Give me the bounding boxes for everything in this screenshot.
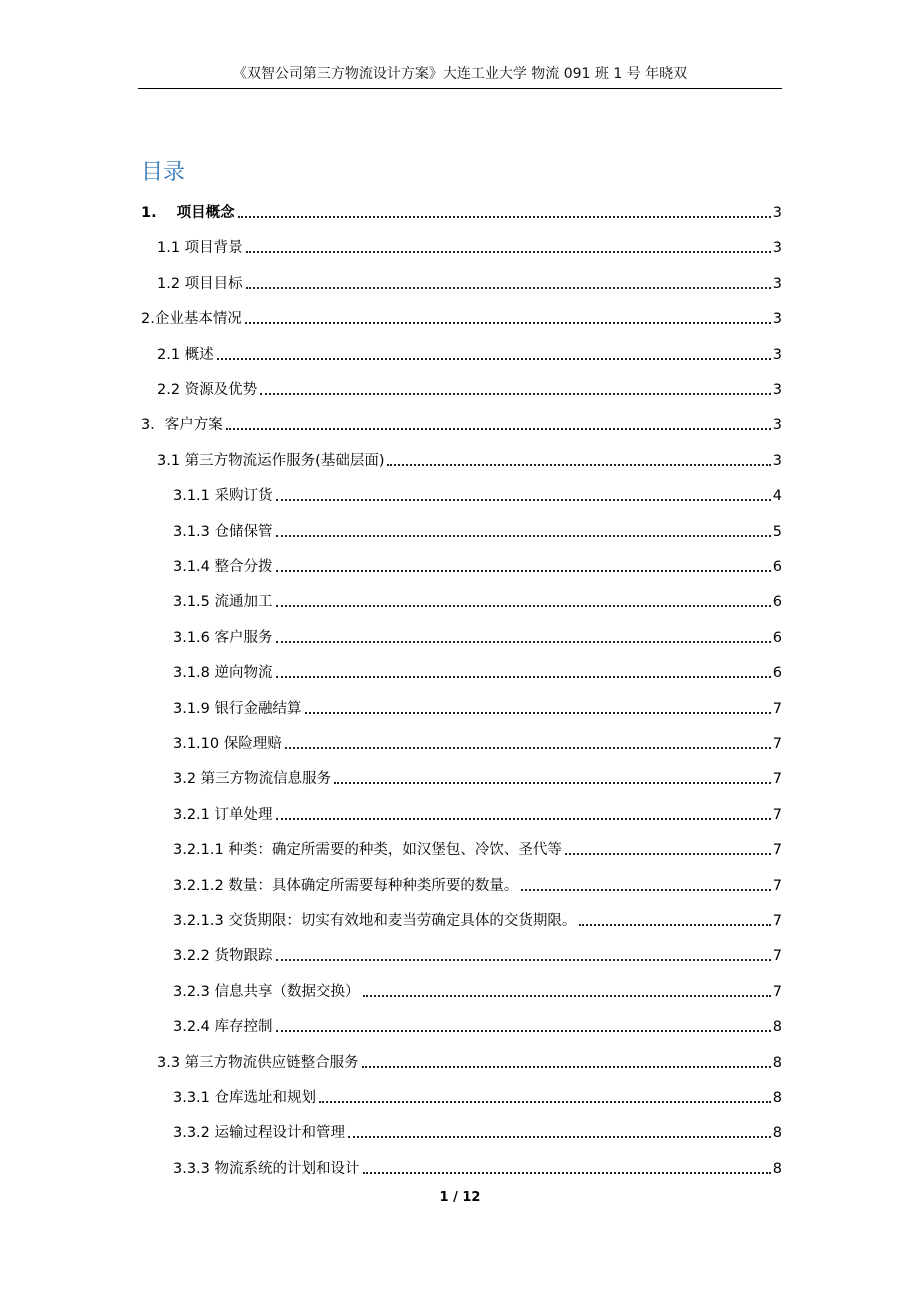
toc-leader-dots	[319, 1101, 771, 1103]
toc-entry-page: 4	[772, 488, 782, 505]
toc-title: 目录	[141, 160, 186, 185]
toc-leader-dots	[226, 428, 771, 430]
toc-entry-label	[173, 629, 273, 647]
toc-leader-dots	[334, 782, 771, 784]
toc-entry[interactable]	[173, 979, 782, 1001]
toc-entry-text: 3.1.3 仓储保管	[173, 523, 273, 540]
toc-entry-page: 8	[772, 1090, 782, 1106]
toc-entry-text: 3.1 第三方物流运作服务(基础层面)	[157, 452, 385, 469]
toc-entry[interactable]	[141, 306, 782, 328]
toc-leader-dots	[387, 464, 770, 466]
toc-entry-page: 7	[772, 983, 782, 1000]
toc-leader-dots	[276, 641, 771, 643]
toc-leader-dots	[521, 889, 770, 891]
toc-entry-text: 3.2.3 信息共享（数据交换）	[173, 983, 360, 1000]
toc-leader-dots	[305, 712, 771, 714]
toc-entry-text: 3.3.3 物流系统的计划和设计	[173, 1160, 360, 1177]
toc-leader-dots	[238, 216, 771, 218]
toc-entry-label	[173, 664, 273, 682]
toc-entry-label	[157, 346, 214, 364]
toc-entry-label	[173, 593, 273, 611]
toc-entry-page: 5	[772, 523, 782, 540]
toc-entry-page: 3	[772, 205, 782, 221]
toc-leader-dots	[260, 393, 771, 395]
toc-leader-dots	[363, 995, 771, 997]
toc-entry-page: 7	[772, 700, 782, 717]
toc-leader-dots	[276, 676, 771, 678]
toc-entry[interactable]	[141, 200, 782, 222]
toc-entry[interactable]	[173, 483, 782, 505]
toc-entry-label	[173, 1124, 345, 1142]
toc-leader-dots	[276, 959, 771, 961]
toc-entry-text: 3.2.1.2 数量：具体确定所需要每种种类所要的数量。	[173, 877, 519, 894]
toc-leader-dots	[285, 747, 771, 749]
toc-entry-text: 3.1.5 流通加工	[173, 594, 273, 611]
toc-entry[interactable]	[141, 412, 782, 434]
toc-entry-text: 3.2.4 库存控制	[173, 1019, 273, 1036]
toc-entry-text: 3．客户方案	[141, 417, 223, 434]
toc-entry-page: 3	[772, 346, 782, 363]
toc-entry-page: 8	[772, 1019, 782, 1036]
toc-leader-dots	[276, 605, 771, 607]
toc-entry-text: 2.企业基本情况	[141, 311, 242, 328]
toc-leader-dots	[217, 358, 771, 360]
page-header: 《双智公司第三方物流设计方案》大连工业大学 物流 091 班 1 号 年晓双	[138, 64, 782, 89]
toc-entry-label	[141, 310, 242, 328]
toc-entry[interactable]	[173, 731, 782, 753]
toc-entry-label	[173, 841, 562, 859]
toc-entry[interactable]	[173, 908, 782, 930]
toc-entry[interactable]	[173, 1156, 782, 1178]
toc-entry-page: 8	[772, 1125, 782, 1142]
toc-entry-label	[157, 452, 384, 470]
toc-entry-text: 3.2.1 订单处理	[173, 806, 273, 823]
toc-entry[interactable]	[157, 271, 782, 293]
toc-entry-page: 7	[772, 771, 782, 788]
toc-entry-text: 3.3.2 运输过程设计和管理	[173, 1125, 346, 1142]
toc-entry-text: 3.1.10 保险理赔	[173, 736, 282, 752]
toc-entry-page: 8	[772, 1160, 782, 1177]
toc-entry-text: 3.2 第三方物流信息服务	[173, 771, 332, 788]
toc-entry-number: 1.	[141, 205, 157, 221]
toc-entry-page: 6	[772, 665, 782, 682]
toc-entry-label	[141, 416, 223, 434]
toc-entry-text: 项目概念	[176, 205, 235, 221]
toc-entry[interactable]	[173, 1085, 782, 1107]
toc-entry-label	[173, 735, 282, 753]
toc-leader-dots	[348, 1136, 771, 1138]
toc-entry-page: 3	[772, 240, 782, 257]
toc-entry-text: 3.3.1 仓库选址和规划	[173, 1090, 317, 1106]
toc-leader-dots	[363, 1172, 771, 1174]
toc-entry-page: 7	[772, 736, 782, 752]
toc-entry-label	[173, 983, 360, 1001]
toc-entry-page: 3	[772, 382, 782, 398]
toc-entry[interactable]	[173, 837, 782, 859]
toc-entry-label	[157, 1054, 359, 1072]
toc-entry-page: 7	[772, 877, 782, 894]
toc-entry-page: 6	[772, 629, 782, 646]
toc-entry-label	[141, 204, 235, 222]
toc-entry[interactable]	[157, 235, 782, 257]
toc-entry-page: 7	[772, 842, 782, 859]
toc-leader-dots	[276, 818, 771, 820]
toc-entry-text: 1.2 项目目标	[157, 275, 243, 292]
toc-entry[interactable]	[157, 1050, 782, 1072]
toc-leader-dots	[276, 570, 771, 572]
toc-entry[interactable]	[173, 943, 782, 965]
toc-entry[interactable]	[173, 696, 782, 718]
toc-entry[interactable]	[157, 448, 782, 470]
toc-entry-label	[157, 275, 243, 293]
toc-entry[interactable]	[173, 1014, 782, 1036]
toc-entry[interactable]	[173, 660, 782, 682]
toc-leader-dots	[565, 853, 771, 855]
toc-entry-text: 3.1.9 银行金融结算	[173, 700, 302, 717]
toc-entry[interactable]	[173, 1120, 782, 1142]
toc-entry-page: 6	[772, 559, 782, 575]
toc-entry-label	[173, 487, 273, 505]
toc-entry[interactable]	[157, 342, 782, 364]
toc-entry-page: 6	[772, 594, 782, 611]
toc-entry-text: 3.3 第三方物流供应链整合服务	[157, 1054, 359, 1071]
toc-entry-page: 8	[772, 1054, 782, 1071]
toc-entry-text: 2.2 资源及优势	[157, 382, 258, 398]
toc-entry-label	[173, 947, 273, 965]
toc-entry[interactable]	[173, 589, 782, 611]
toc-leader-dots	[246, 287, 771, 289]
toc-entry[interactable]	[157, 377, 782, 399]
toc-entry-label	[173, 912, 576, 930]
toc-entry-page: 3	[772, 275, 782, 292]
toc-entry-label	[173, 770, 331, 788]
toc-entry-text: 3.2.2 货物跟踪	[173, 948, 273, 965]
toc-entry[interactable]	[173, 766, 782, 788]
toc-entry-text: 3.1.6 客户服务	[173, 629, 273, 646]
toc-entry-label	[173, 558, 273, 576]
toc-entry[interactable]	[173, 554, 782, 576]
toc-entry-label	[173, 1089, 316, 1107]
toc-entry-page: 7	[772, 948, 782, 965]
toc-entry-text: 2.1 概述	[157, 346, 214, 363]
toc-entry-page: 3	[772, 452, 782, 469]
toc-entry[interactable]	[173, 625, 782, 647]
toc-entry-label	[173, 806, 273, 824]
toc-entry-text: 3.2.1.1 种类：确定所需要的种类，如汉堡包、冷饮、圣代等	[173, 842, 562, 859]
toc-entry-text: 3.1.1 采购订货	[173, 488, 273, 505]
toc-entry[interactable]	[173, 802, 782, 824]
page-number: 1 / 12	[439, 1190, 481, 1205]
toc-entry-page: 3	[772, 311, 782, 328]
toc-entry-label	[173, 523, 273, 541]
toc-entry-label	[173, 700, 302, 718]
toc-entry-text: 3.1.8 逆向物流	[173, 665, 273, 682]
toc-leader-dots	[246, 251, 771, 253]
toc-entry[interactable]	[173, 873, 782, 895]
toc-leader-dots	[362, 1066, 771, 1068]
toc-entry-text: 1.1 项目背景	[157, 240, 243, 257]
toc-entry-label	[157, 239, 243, 257]
toc-entry-label	[173, 1160, 360, 1178]
toc-leader-dots	[245, 322, 771, 324]
toc-leader-dots	[579, 924, 770, 926]
toc-entry-page: 7	[772, 806, 782, 823]
toc-entry-label	[173, 877, 518, 895]
toc-leader-dots	[276, 535, 771, 537]
toc-leader-dots	[276, 1030, 771, 1032]
toc-entry-page: 7	[772, 913, 782, 929]
toc-leader-dots	[276, 499, 771, 501]
toc-entry-label	[173, 1018, 273, 1036]
toc-entry[interactable]	[173, 519, 782, 541]
toc-entry-label	[157, 381, 257, 399]
toc-entry-text: 3.2.1.3 交货期限：切实有效地和麦当劳确定具体的交货期限。	[173, 913, 577, 929]
toc-entry-page: 3	[772, 417, 782, 434]
toc-entry-text: 3.1.4 整合分拨	[173, 559, 273, 575]
